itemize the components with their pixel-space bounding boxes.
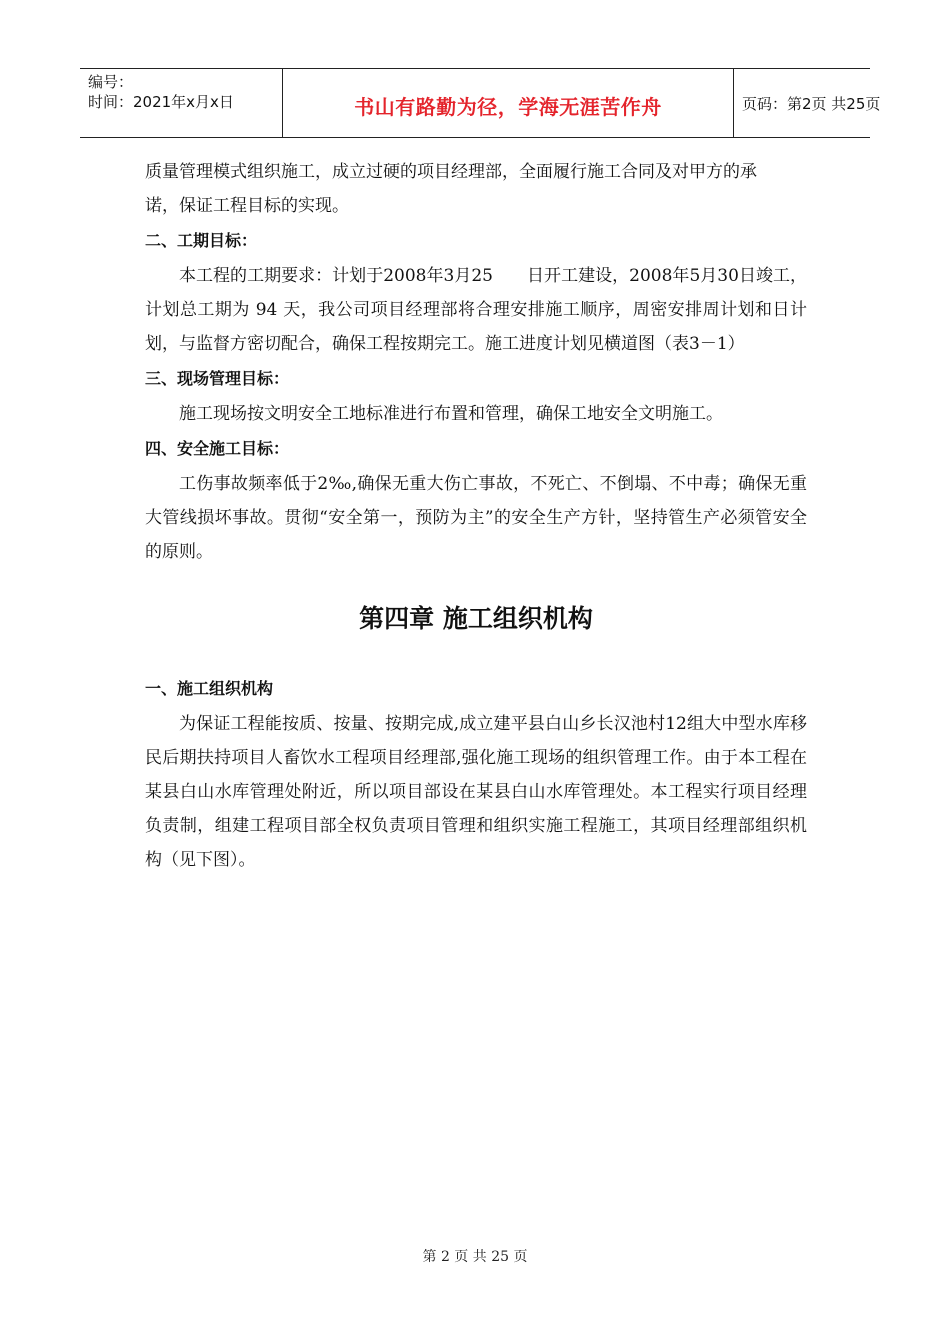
chapter-title: 第四章 施工组织机构 [359,604,593,633]
section-heading-organization: 一、施工组织机构 [145,679,274,698]
section-heading-schedule: 二、工期目标： [145,231,258,250]
document-number-label: 编号： [88,73,134,91]
page-footer: 第 2 页 共 25 页 [422,1249,528,1265]
header-page-cell [734,69,881,137]
paragraph-safety: 工伤事故频率低于2‰,确保无重大伤亡事故，不死亡、不倒塌、不中毒；确保无重大管线损坏事故。贯彻“安全第一，预防为主”的安全生产方针，坚持管生产必须管安全的原则。 [145,474,807,562]
header-motto: 书山有路勤为径，学海无涯苦作舟 [354,95,662,119]
section-heading-site-management: 三、现场管理目标： [145,369,290,388]
page-header [80,68,881,138]
paragraph-schedule: 本工程的工期要求：计划于2008年3月25 日开工建设，2008年5月30日竣工，计划总工期为 94 天，我公司项目经理部将合理安排施工顺序，周密安排周计划和日计划，与监督方密切配合，确保工程按期完工。施工进度计划见横道图（表3－1） [145,266,807,354]
header-meta [80,69,280,137]
section-heading-safety: 四、安全施工目标： [145,439,290,458]
paragraph-continued: 质量管理模式组织施工，成立过硬的项目经理部，全面履行施工合同及对甲方的承 [145,162,757,182]
document-date: 时间：2021年x月x日 [88,93,234,111]
paragraph-site-management: 施工现场按文明安全工地标准进行布置和管理，确保工地安全文明施工。 [179,404,723,424]
paragraph-organization: 为保证工程能按质、按量、按期完成,成立建平县白山乡长汉池村12组大中型水库移民后期扶持项目人畜饮水工程项目经理部,强化施工现场的组织管理工作。由于本工程在某县白山水库管理处附近，所以项目部设在某县白山水库管理处。本工程实行项目经理负责制，组建工程项目部全权负责项目管理和组织实施工程施工，其项目经理部组织机构（见下图）。 [145,714,807,870]
header-page-info: 页码：第2页 共25页 [742,95,881,113]
document-body [145,155,807,877]
header-motto-cell [282,69,734,137]
paragraph-continued-end: 诺，保证工程目标的实现。 [145,196,349,216]
